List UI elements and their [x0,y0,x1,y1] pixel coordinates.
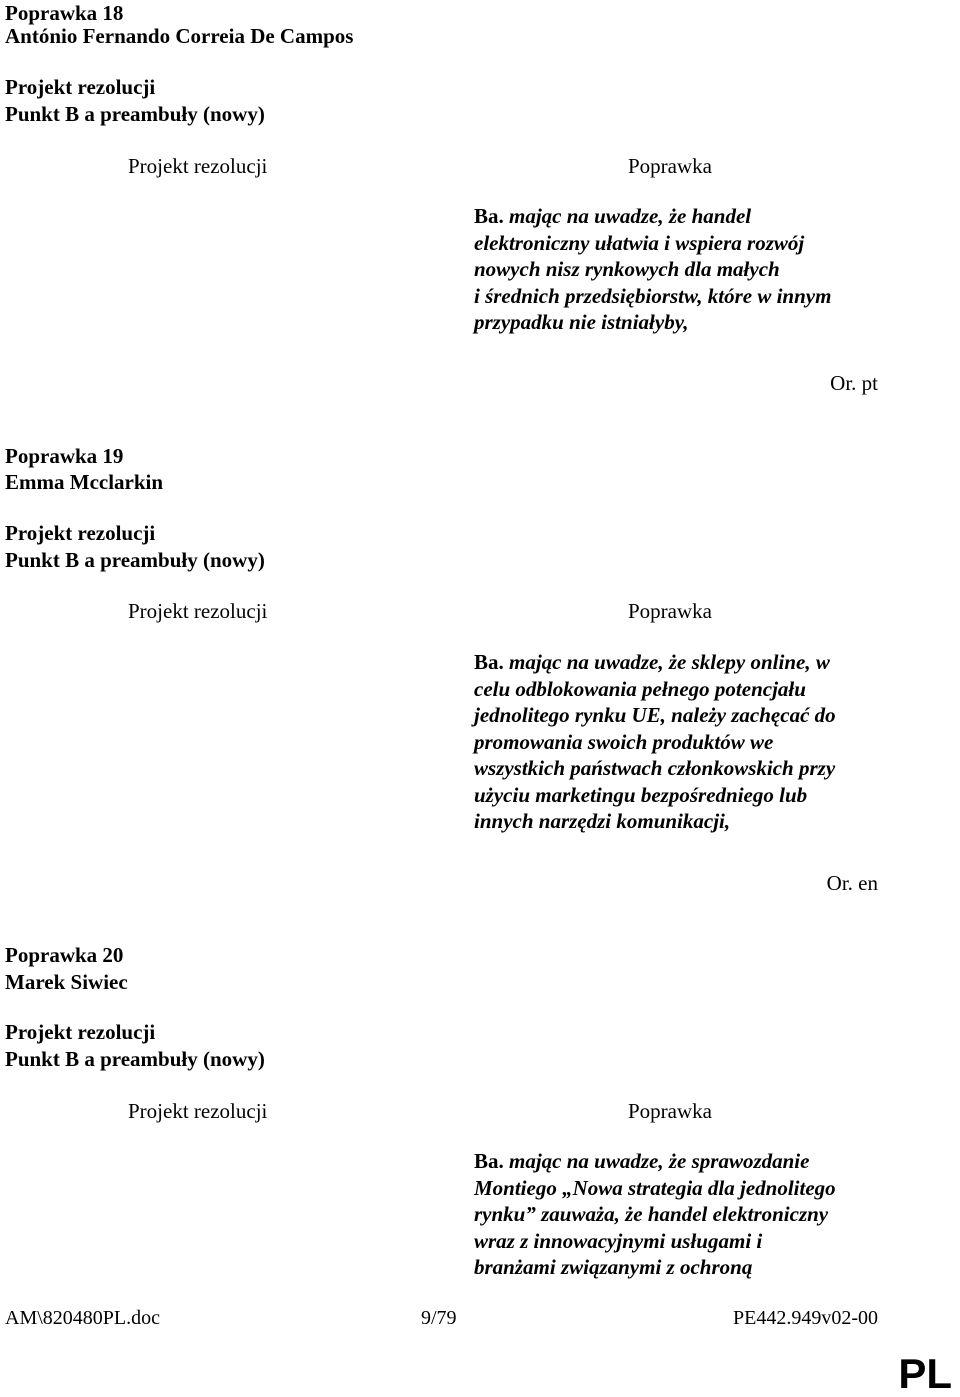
footer-page-number: 9/79 [421,1307,457,1329]
amendment-text-line: rynku” zauważa, że handel elektroniczny [474,1202,829,1226]
amendment-text-line: Ba. mając na uwadze, że handel [474,204,752,228]
amendment-text-line: Montiego „Nowa strategia dla jednolitego [474,1175,836,1200]
amendment-text [474,1148,894,1281]
language-code: PL [898,1350,952,1397]
amendment-author: António Fernando Correia De Campos [5,24,354,48]
amendment-text-line: nowych nisz rynkowych dla małych [474,257,780,281]
amendment-point: Punkt B a preambuły (nowy) [5,1047,265,1071]
amendment-text-line: jednolitego rynku UE, należy zachęcać do [474,703,836,727]
amendment-doc: Projekt rezolucji [5,75,156,99]
column-header-original: Projekt rezolucji [128,1099,268,1123]
amendment-text-line: promowania swoich produktów we [474,729,774,754]
original-language: Or. en [826,871,878,895]
amendment-author: Emma Mcclarkin [5,470,164,494]
amendment-text-line: użyciu marketingu bezpośredniego lub [474,782,808,807]
amendment-doc: Projekt rezolucji [5,1020,156,1044]
amendment-text [474,203,894,336]
amendment-text-line: elektroniczny ułatwia i wspiera rozwój [474,230,805,255]
amendment-lead: Ba. [474,1149,504,1173]
amendment-text-line: celu odblokowania pełnego potencjału [474,676,806,701]
amendment-text-line: Ba. mając na uwadze, że sklepy online, w [474,650,830,674]
amendment-text-line: przypadku nie istniałyby, [474,310,689,334]
amendment-title: Poprawka 20 [5,943,124,967]
amendment-point: Punkt B a preambuły (nowy) [5,548,265,572]
column-header-original: Projekt rezolucji [128,599,268,623]
amendment-text-line: Ba. mając na uwadze, że sprawozdanie [474,1149,810,1173]
column-header-original: Projekt rezolucji [128,154,268,178]
original-language: Or. pt [830,371,878,395]
column-header-amendment: Poprawka [628,154,712,178]
amendment-doc: Projekt rezolucji [5,521,156,545]
footer-doc-ref: AM\820480PL.doc [5,1307,160,1329]
column-header-amendment: Poprawka [628,599,712,623]
amendment-text-line: i średnich przedsiębiorstw, które w innym [474,283,832,308]
amendment-title: Poprawka 19 [5,444,124,468]
amendment-point: Punkt B a preambuły (nowy) [5,102,265,126]
column-header-amendment: Poprawka [628,1099,712,1123]
amendment-text [474,649,894,835]
footer-pe-ref: PE442.949v02-00 [733,1307,878,1329]
amendment-lead: Ba. [474,650,504,674]
amendment-text-line: wraz z innowacyjnymi usługami i [474,1228,763,1253]
amendment-lead: Ba. [474,204,504,228]
amendment-text-line: innych narzędzi komunikacji, [474,809,731,833]
amendment-title: Poprawka 18 [5,1,124,25]
amendment-text-line: wszystkich państwach członkowskich przy [474,756,836,780]
amendment-author: Marek Siwiec [5,970,128,994]
amendment-text-line: branżami związanymi z ochroną [474,1255,753,1279]
